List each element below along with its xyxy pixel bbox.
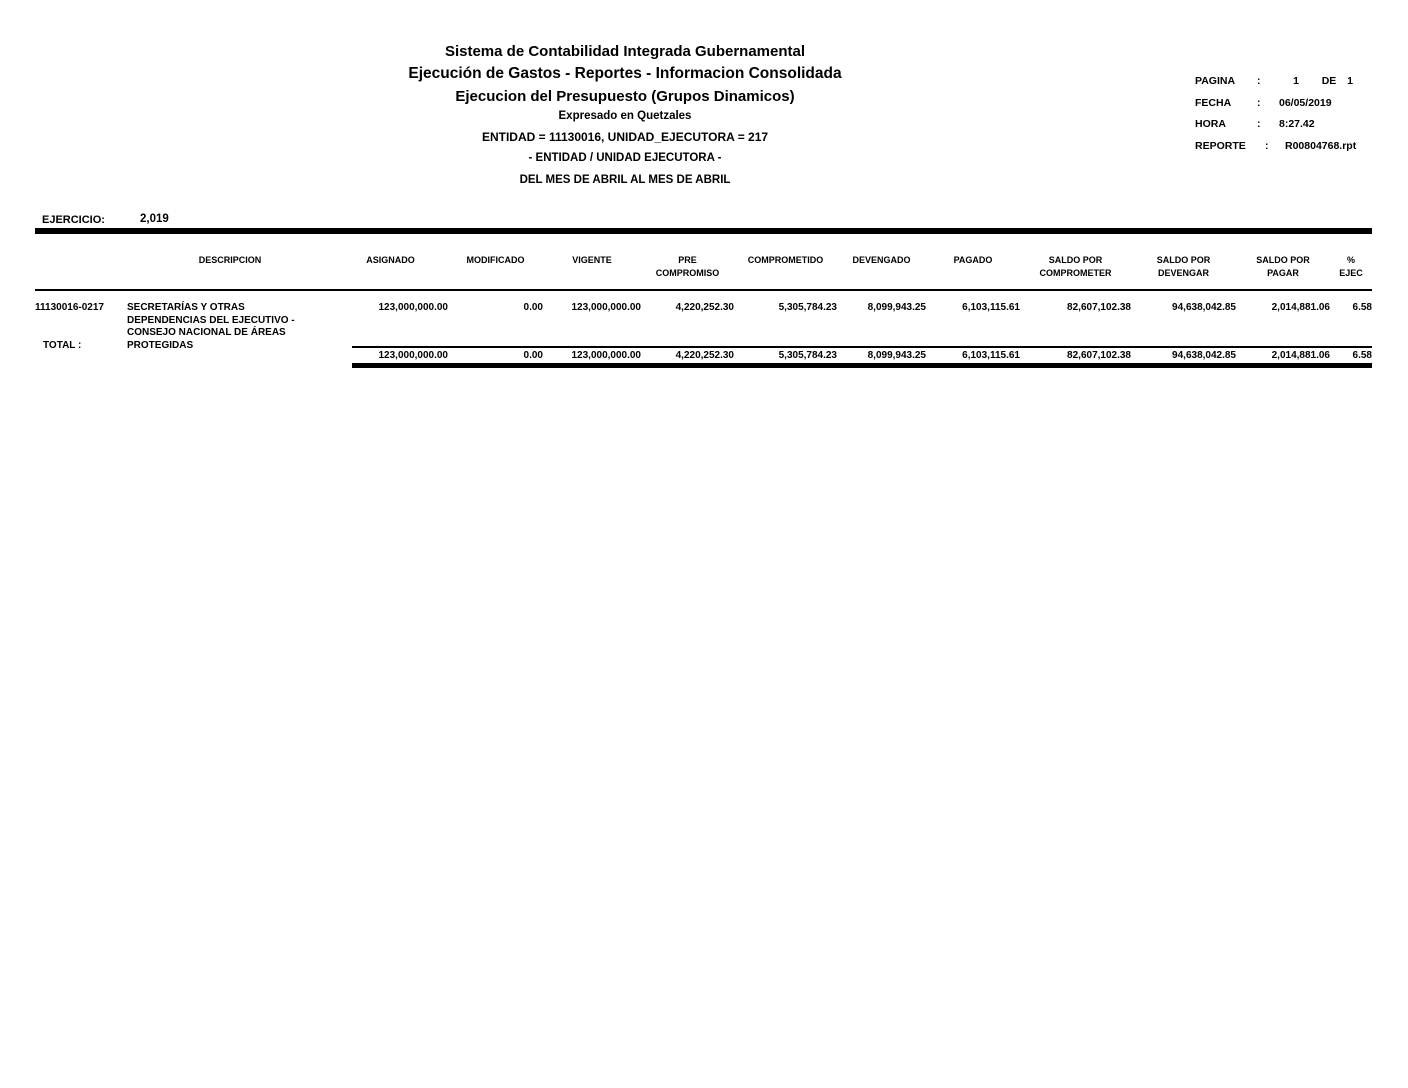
col-header-vigente: VIGENTE	[543, 250, 641, 290]
row-saldo-pagar: 2,014,881.06	[1271, 302, 1330, 313]
ejercicio-value: 2,019	[140, 213, 169, 225]
row-modificado: 0.00	[523, 302, 543, 313]
total-vigente: 123,000,000.00	[571, 350, 641, 361]
col-header-saldo-pagar: SALDO POR PAGAR	[1236, 250, 1330, 290]
pagina-value: 1	[1293, 75, 1299, 87]
row-entity-code: 11130016-0217	[35, 302, 104, 313]
fecha-colon: :	[1257, 96, 1261, 109]
col-header-pagado: PAGADO	[926, 250, 1020, 290]
row-asignado: 123,000,000.00	[378, 302, 448, 313]
report-title-line2: Ejecución de Gastos - Reportes - Informacion Consolidada	[408, 65, 842, 82]
report-title-line1: Sistema de Contabilidad Integrada Gubernamental	[444, 43, 806, 60]
pagina-label: PAGINA	[1195, 75, 1236, 87]
total-pre-compromiso: 4,220,252.30	[675, 350, 734, 361]
report-header	[275, 44, 975, 186]
total-asignado: 123,000,000.00	[378, 350, 448, 361]
reporte-label: REPORTE	[1195, 139, 1246, 152]
table-header-row	[35, 250, 1372, 290]
hora-colon: :	[1257, 118, 1261, 130]
row-description: SECRETARÍAS Y OTRAS DEPENDENCIAS DEL EJECUTIVO - CONSEJO NACIONAL DE ÁREAS PROTEGIDAS	[127, 302, 295, 351]
pagina-de-label: DE	[1321, 75, 1337, 87]
totals-values-row	[352, 347, 1372, 366]
fecha-label: FECHA	[1195, 96, 1232, 109]
row-vigente: 123,000,000.00	[571, 302, 641, 313]
report-meta-block	[1195, 75, 1357, 161]
total-pagado: 6,103,115.61	[962, 350, 1020, 361]
reporte-value: R00804768.rpt	[1285, 139, 1357, 152]
report-period: DEL MES DE ABRIL AL MES DE ABRIL	[519, 174, 731, 186]
row-devengado: 8,099,943.25	[867, 302, 926, 313]
col-header-comprometido: COMPROMETIDO	[734, 250, 837, 290]
pagina-total: 1	[1347, 75, 1353, 87]
col-header-saldo-devengar: SALDO POR DEVENGAR	[1131, 250, 1236, 290]
meta-reporte-row	[1195, 140, 1357, 162]
col-header-saldo-comprometer: SALDO POR COMPROMETER	[1020, 250, 1131, 290]
meta-pagina-row	[1195, 75, 1357, 97]
report-entity-filter: ENTIDAD = 11130016, UNIDAD_EJECUTORA = 217	[481, 130, 769, 144]
report-entity-group: - ENTIDAD / UNIDAD EJECUTORA -	[528, 152, 722, 164]
ejercicio-label: EJERCICIO:	[42, 214, 105, 226]
header-divider-rule	[35, 228, 1372, 234]
report-title-line3: Ejecucion del Presupuesto (Grupos Dinamicos)	[455, 88, 795, 105]
col-header-asignado: ASIGNADO	[333, 250, 448, 290]
row-pre-compromiso: 4,220,252.30	[675, 302, 734, 313]
col-header-modificado: MODIFICADO	[448, 250, 543, 290]
table-row	[35, 290, 1372, 352]
row-pagado: 6,103,115.61	[962, 302, 1020, 313]
col-header-devengado: DEVENGADO	[837, 250, 926, 290]
total-saldo-devengar: 94,638,042.85	[1172, 350, 1236, 361]
total-saldo-pagar: 2,014,881.06	[1271, 350, 1330, 361]
row-pct-ejec: 6.58	[1352, 302, 1372, 313]
fecha-value: 06/05/2019	[1279, 96, 1332, 109]
row-saldo-comprometer: 82,607,102.38	[1067, 302, 1131, 313]
meta-fecha-row	[1195, 97, 1357, 119]
total-label: TOTAL :	[43, 340, 82, 351]
reporte-colon: :	[1265, 139, 1269, 152]
pagina-colon: :	[1257, 75, 1261, 87]
total-modificado: 0.00	[523, 350, 543, 361]
total-pct-ejec: 6.58	[1352, 350, 1372, 361]
hora-value: 8:27.42	[1279, 118, 1315, 130]
total-devengado: 8,099,943.25	[867, 350, 926, 361]
row-comprometido: 5,305,784.23	[778, 302, 837, 313]
hora-label: HORA	[1195, 118, 1226, 130]
totals-row	[352, 346, 1372, 368]
col-header-descripcion: DESCRIPCION	[127, 250, 333, 290]
budget-execution-table	[35, 250, 1372, 352]
col-header-pre-compromiso: PRE COMPROMISO	[641, 250, 734, 290]
col-header-code	[35, 250, 127, 290]
col-header-pct-ejec: % EJEC	[1330, 250, 1372, 290]
total-saldo-comprometer: 82,607,102.38	[1067, 350, 1131, 361]
meta-hora-row	[1195, 118, 1357, 140]
total-comprometido: 5,305,784.23	[778, 350, 837, 361]
report-subtitle-currency: Expresado en Quetzales	[558, 110, 692, 122]
row-saldo-devengar: 94,638,042.85	[1172, 302, 1236, 313]
